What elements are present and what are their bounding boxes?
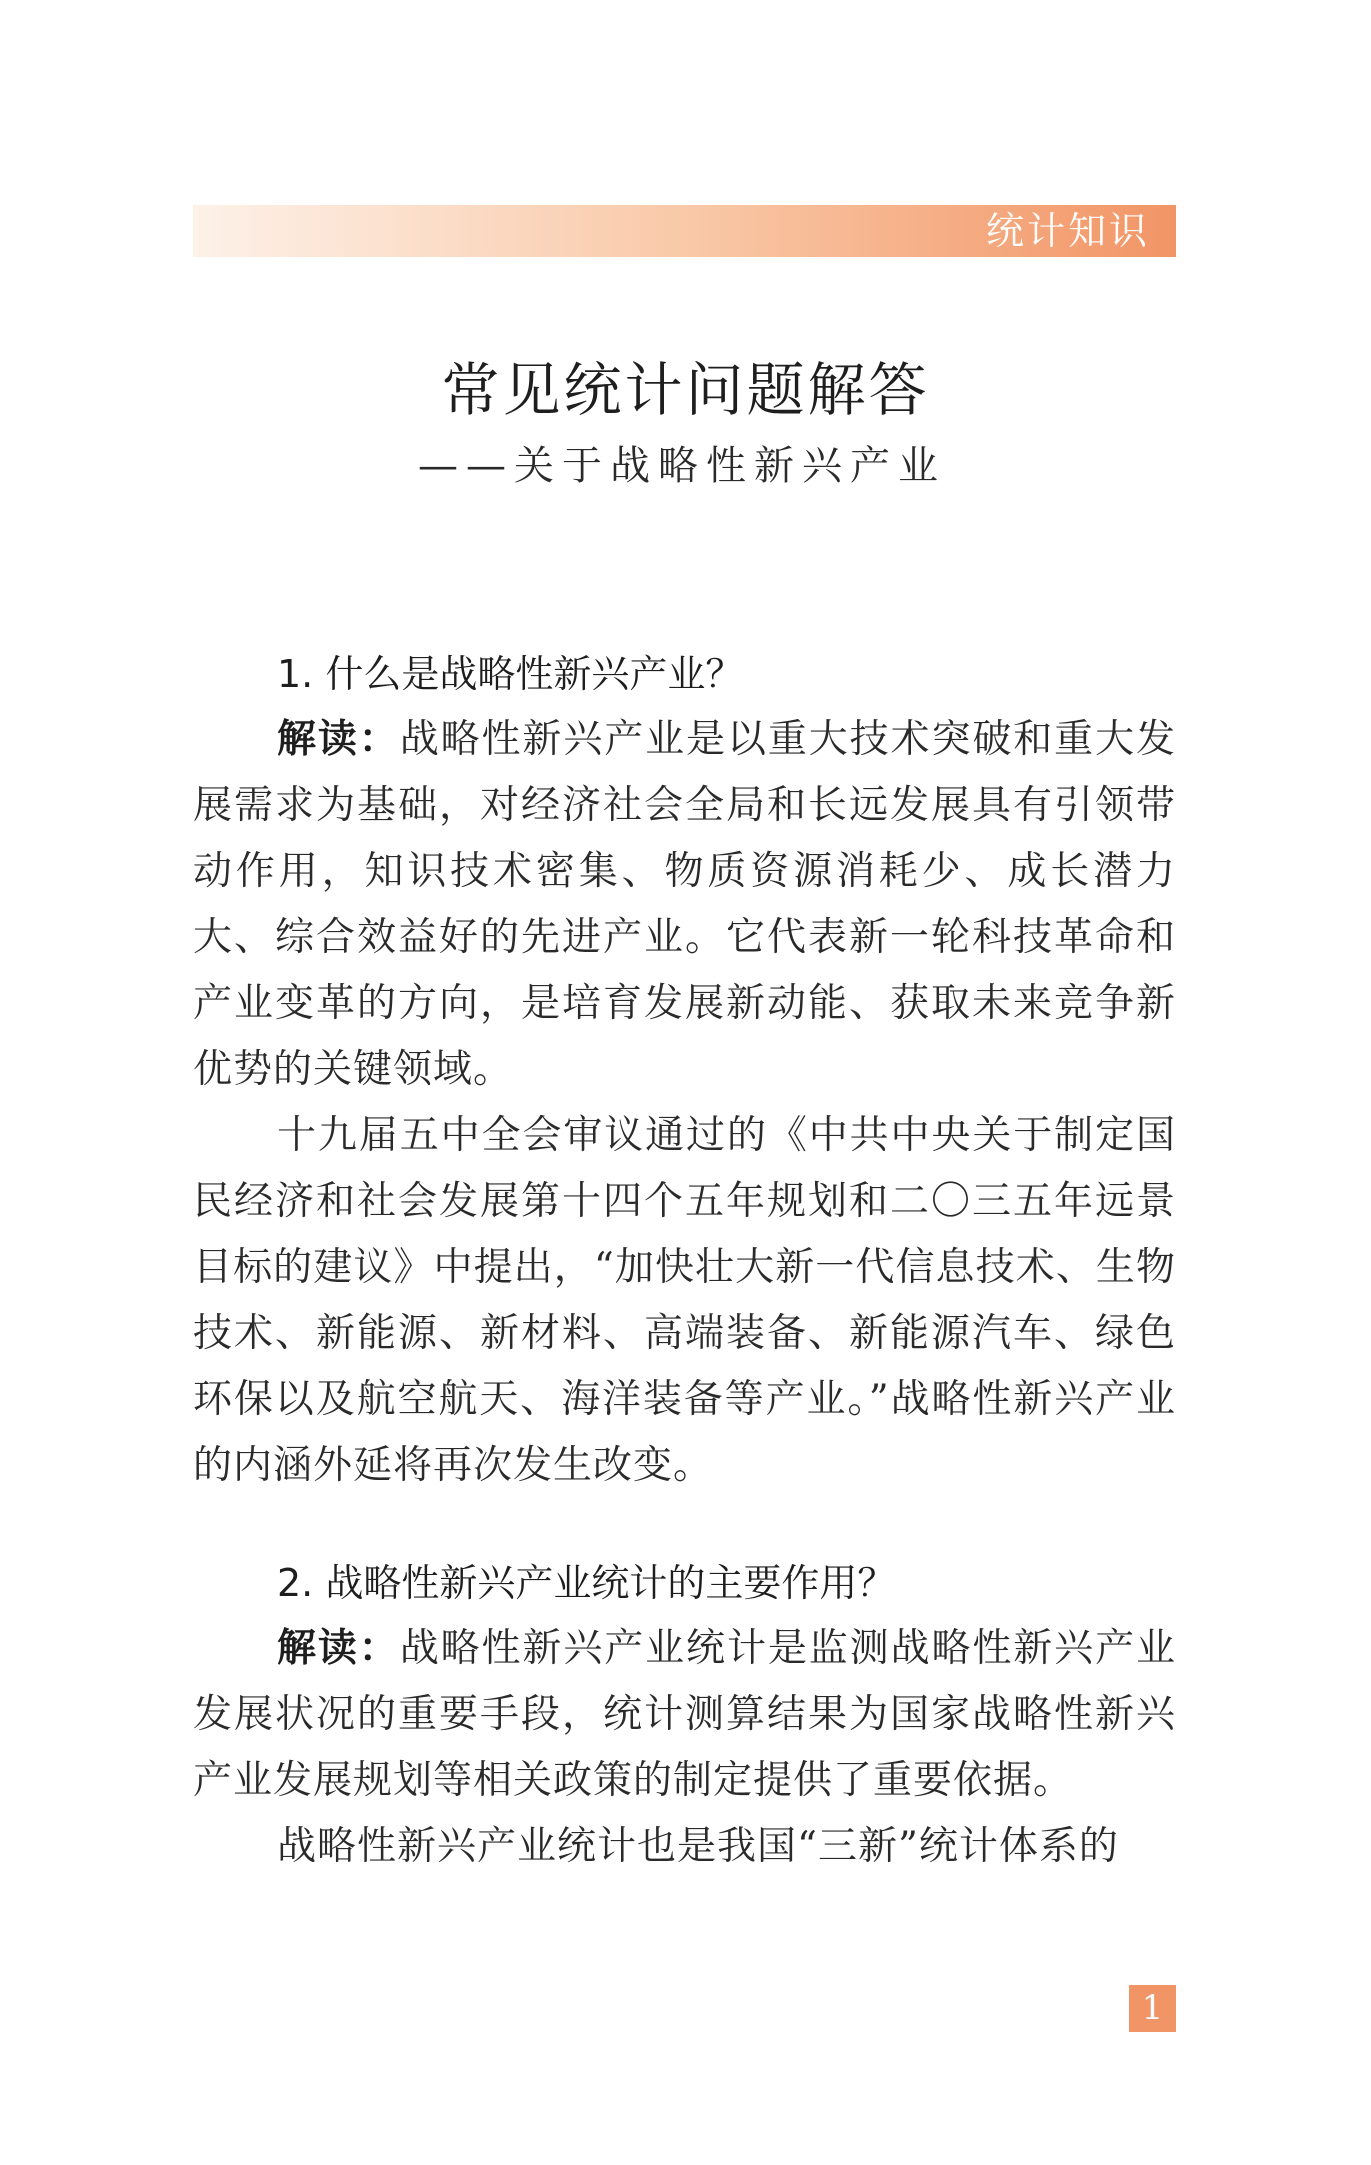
paragraph (193, 1616, 1176, 1814)
paragraph-text: 战略性新兴产业统计是监测战略性新兴产业发展状况的重要手段，统计测算结果为国家战略性新兴产业发展规划等相关政策的制定提供了重要依据。 (193, 1626, 1176, 1803)
section-label: 统计知识 (985, 209, 1150, 253)
section-header-bar (193, 205, 1176, 257)
paragraph (193, 1103, 1176, 1499)
interpretation-label: 解读： (277, 1626, 400, 1671)
page-number: 1 (1129, 1985, 1176, 2032)
paragraph-text: 十九届五中全会审议通过的《中共中央关于制定国民经济和社会发展第十四个五年规划和二〇三五年远景目标的建议》中提出，“加快壮大新一代信息技术、生物技术、新能源、新材料、高端装备、新能源汽车、绿色环保以及航空航天、海洋装备等产业。”战略性新兴产业的内涵外延将再次发生改变。 (193, 1113, 1176, 1488)
article-body (193, 648, 1176, 1880)
interpretation-label: 解读： (277, 717, 400, 762)
paragraph (193, 707, 1176, 1103)
question-heading: 1. 什么是战略性新兴产业？ (277, 652, 744, 696)
question-heading: 2. 战略性新兴产业统计的主要作用？ (277, 1561, 896, 1605)
article-subtitle: ——关于战略性新兴产业 (418, 443, 946, 489)
paragraph (193, 1814, 1176, 1880)
article-title: 常见统计问题解答 (441, 356, 930, 424)
paragraph-text: 战略性新兴产业是以重大技术突破和重大发展需求为基础，对经济社会全局和长远发展具有引领带动作用，知识技术密集、物质资源消耗少、成长潜力大、综合效益好的先进产业。它代表新一轮科技革命和产业变革的方向，是培育发展新动能、获取未来竞争新优势的关键领域。 (193, 717, 1176, 1092)
section-2 (193, 1557, 1176, 1880)
paragraph-text: 战略性新兴产业统计也是我国“三新”统计体系的 (277, 1824, 1119, 1869)
section-1 (193, 648, 1176, 1499)
